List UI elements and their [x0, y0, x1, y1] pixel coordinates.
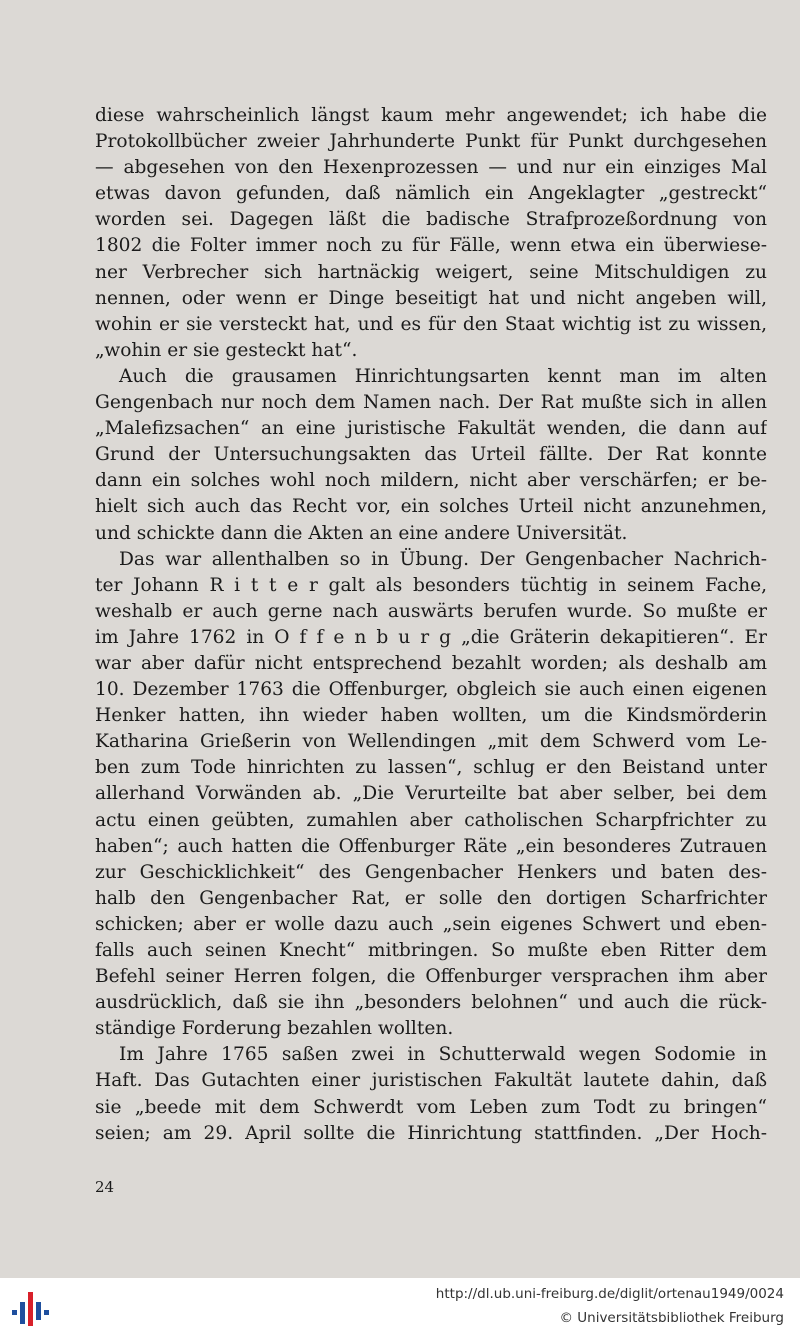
text-line: ausdrücklich, daß sie ihn „besonders belohnen“ und auch die rück-: [95, 992, 767, 1014]
text-line: Gengenbach nur noch dem Namen nach. Der Rat mußte sich in allen: [95, 392, 767, 414]
text-line: nennen, oder wenn er Dinge beseitigt hat und nicht angeben will,: [95, 287, 767, 309]
text-line: schicken; aber er wolle dazu auch „sein eigenes Schwert und eben-: [95, 913, 767, 935]
text-line: Haft. Das Gutachten einer juristischen Fakultät lautete dahin, daß: [95, 1070, 767, 1092]
text-line: diese wahrscheinlich längst kaum mehr angewendet; ich habe die: [95, 105, 767, 126]
text-line: 1802 die Folter immer noch zu für Fälle, wenn etwa ein überwiese-: [95, 235, 767, 257]
text-line: weshalb er auch gerne nach auswärts berufen wurde. So mußte er: [95, 600, 767, 622]
paragraph-1: [95, 103, 767, 364]
text-line: ben zum Tode hinrichten zu lassen“, schlug er den Beistand unter: [95, 757, 767, 779]
text-line: dann ein solches wohl noch mildern, nicht aber verschärfen; er be-: [95, 470, 767, 492]
text-line: — abgesehen von den Hexenprozessen — und nur ein einziges Mal: [95, 157, 767, 179]
source-url[interactable]: http://dl.ub.uni-freiburg.de/diglit/ortenau1949/0024: [435, 1286, 784, 1302]
text-line: sie „beede mit dem Schwerdt vom Leben zum Todt zu bringen“: [95, 1096, 767, 1118]
body-text: [95, 103, 767, 1147]
text-line: ständige Forderung bezahlen wollten.: [95, 1018, 454, 1040]
text-line: und schickte dann die Akten an eine andere Universität.: [95, 522, 628, 544]
text-line: etwas davon gefunden, daß nämlich ein Angeklagter „gestreckt“: [95, 183, 767, 205]
text-line: Das war allenthalben so in Übung. Der Gengenbacher Nachrich-: [119, 548, 767, 570]
text-line: Grund der Untersuchungsakten das Urteil fällte. Der Rat konnte: [95, 444, 767, 466]
text-line: „wohin er sie gesteckt hat“.: [95, 339, 358, 361]
text-line: Befehl seiner Herren folgen, die Offenburger versprachen ihm aber: [95, 966, 767, 988]
page-number: 24: [95, 1178, 115, 1196]
text-line: Protokollbücher zweier Jahrhunderte Punkt für Punkt durchgesehen: [95, 131, 767, 153]
text-line: ter Johann R i t t e r galt als besonders tüchtig in seinem Fache,: [95, 574, 767, 596]
text-line: allerhand Vorwänden ab. „Die Verurteilte bat aber selber, bei dem: [95, 783, 767, 805]
text-line: ner Verbrecher sich hartnäckig weigert, seine Mitschuldigen zu: [95, 261, 767, 283]
text-line: hielt sich auch das Recht vor, ein solches Urteil nicht anzunehmen,: [95, 496, 767, 518]
text-line: Henker hatten, ihn wieder haben wollten, um die Kindsmörderin: [95, 705, 767, 727]
text-line: worden sei. Dagegen läßt die badische Strafprozeßordnung von: [95, 209, 767, 231]
copyright-notice: © Universitätsbibliothek Freiburg: [559, 1310, 784, 1326]
text-line: war aber dafür nicht entsprechend bezahlt worden; als deshalb am: [95, 652, 767, 674]
text-line: zur Geschicklichkeit“ des Gengenbacher Henkers und baten des-: [95, 861, 767, 883]
paragraph-4: [95, 1042, 767, 1146]
text-line: Auch die grausamen Hinrichtungsarten kennt man im alten: [119, 365, 767, 387]
text-line: seien; am 29. April sollte die Hinrichtung stattfinden. „Der Hoch-: [95, 1122, 767, 1144]
text-line: wohin er sie versteckt hat, und es für den Staat wichtig ist zu wissen,: [95, 313, 767, 335]
text-line: Im Jahre 1765 saßen zwei in Schutterwald wegen Sodomie in: [119, 1044, 767, 1066]
footer: [0, 1278, 800, 1336]
ub-freiburg-logo-icon: [8, 1286, 52, 1328]
text-line: Katharina Grießerin von Wellendingen „mit dem Schwerd vom Le-: [95, 731, 767, 753]
text-line: im Jahre 1762 in O f f e n b u r g „die Gräterin dekapitieren“. Er: [95, 626, 767, 648]
text-line: 10. Dezember 1763 die Offenburger, obgleich sie auch einen eigenen: [95, 679, 767, 701]
text-line: halb den Gengenbacher Rat, er solle den dortigen Scharfrichter: [95, 887, 767, 909]
text-line: falls auch seinen Knecht“ mitbringen. So mußte eben Ritter dem: [95, 940, 767, 961]
paragraph-3: [95, 547, 767, 1043]
text-line: actu einen geübten, zumahlen aber catholischen Scharpfrichter zu: [95, 809, 767, 831]
paragraph-2: [95, 364, 767, 547]
text-line: haben“; auch hatten die Offenburger Räte „ein besonderes Zutrauen: [95, 835, 767, 857]
text-line: „Malefizsachen“ an eine juristische Fakultät wenden, die dann auf: [95, 418, 767, 440]
